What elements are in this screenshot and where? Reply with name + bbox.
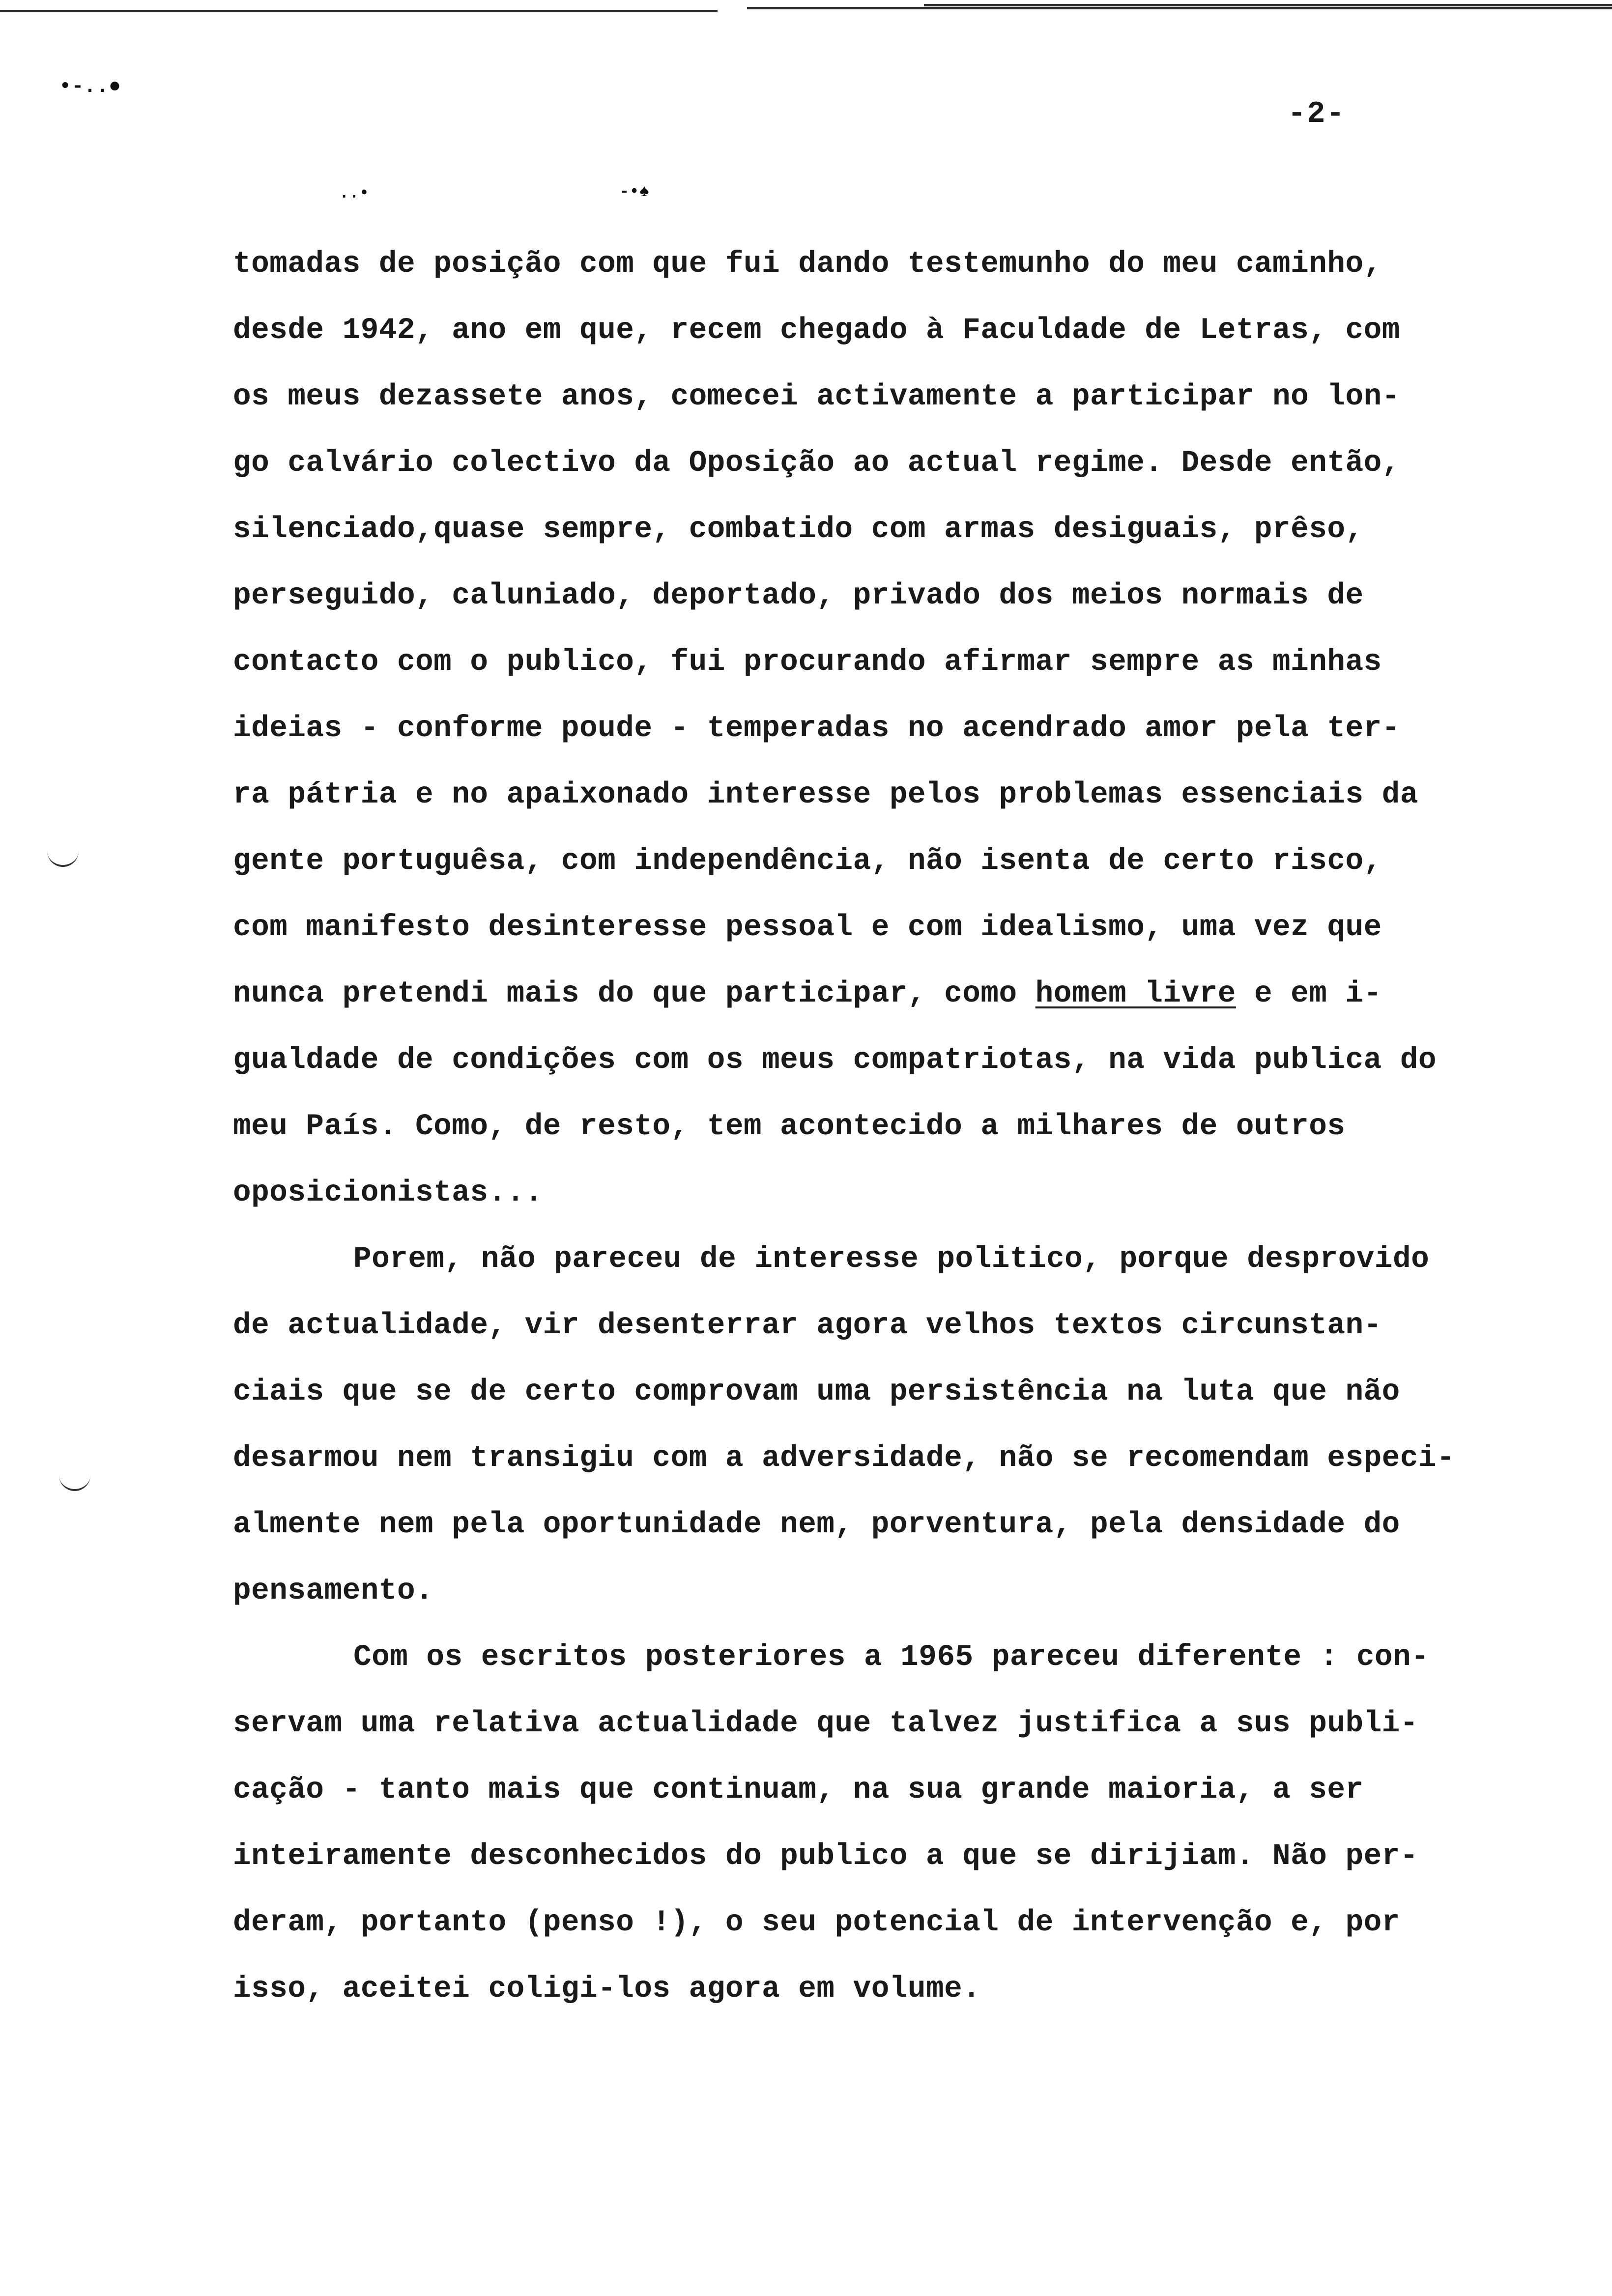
text-line: silenciado,quase sempre, combatido com armas desiguais, prêso, [233, 513, 1364, 546]
text-segment: e em i- [1236, 977, 1382, 1011]
text-line: inteiramente desconhecidos do publico a que se dirijiam. Não per- [233, 1839, 1418, 1873]
text-line: pensamento. [233, 1574, 434, 1608]
text-line: gente portuguêsa, com independência, não isenta de certo risco, [233, 844, 1382, 878]
text-line: os meus dezassete anos, comecei activamente a participar no lon- [233, 380, 1400, 414]
text-line: ideias - conforme poude - temperadas no acendrado amor pela ter- [233, 712, 1400, 746]
text-line: isso, aceitei coligi-los agora em volume. [233, 1972, 981, 2006]
text-line: desarmou nem transigiu com a adversidade, não se recomendam especi- [233, 1441, 1455, 1475]
margin-hole-mark [47, 845, 79, 867]
text-line: ciais que se de certo comprovam uma persistência na luta que não [233, 1375, 1400, 1409]
text-line: go calvário colectivo da Oposição ao actual regime. Desde então, [233, 446, 1400, 480]
text-line: Com os escritos posteriores a 1965 pareceu diferente : con- [353, 1640, 1430, 1674]
typed-body-text [233, 231, 1580, 2022]
text-line: servam uma relativa actualidade que talvez justifica a sus publi- [233, 1707, 1418, 1741]
text-line: deram, portanto (penso !), o seu potencial de intervenção e, por [233, 1906, 1400, 1940]
top-edge-rule [747, 7, 1612, 9]
text-line: ra pátria e no apaixonado interesse pelos problemas essenciais da [233, 778, 1418, 812]
text-line: oposicionistas... [233, 1176, 543, 1210]
text-segment: nunca pretendi mais do que participar, como [233, 977, 1036, 1011]
text-line [233, 961, 1580, 1027]
text-line: contacto com o publico, fui procurando afirmar sempre as minhas [233, 645, 1382, 679]
top-edge-rule [924, 4, 1612, 6]
text-line: tomadas de posição com que fui dando testemunho do meu caminho, [233, 247, 1382, 281]
text-line: perseguido, caluniado, deportado, privado dos meios normais de [233, 579, 1364, 613]
page-number: -2- [1288, 96, 1346, 131]
text-line: almente nem pela oportunidade nem, porventura, pela densidade do [233, 1508, 1400, 1542]
text-line: Porem, não pareceu de interesse politico, porque desprovido [353, 1242, 1430, 1276]
ink-mark: ..• [339, 184, 370, 203]
text-line: desde 1942, ano em que, recem chegado à Faculdade de Letras, com [233, 314, 1400, 347]
corner-mark: •-..● [59, 75, 121, 98]
top-edge-rule [0, 10, 718, 12]
margin-hole-mark [59, 1469, 90, 1491]
text-line: gualdade de condições com os meus compatriotas, na vida publica do [233, 1043, 1437, 1077]
text-line: de actualidade, vir desenterrar agora velhos textos circunstan- [233, 1309, 1382, 1343]
text-line: meu País. Como, de resto, tem acontecido a milhares de outros [233, 1110, 1346, 1144]
underlined-phrase: homem livre [1035, 977, 1236, 1011]
text-line: cação - tanto mais que continuam, na sua grande maioria, a ser [233, 1773, 1364, 1807]
text-line: com manifesto desinteresse pessoal e com idealismo, uma vez que [233, 911, 1382, 945]
ink-mark: -•♠ [619, 183, 650, 201]
